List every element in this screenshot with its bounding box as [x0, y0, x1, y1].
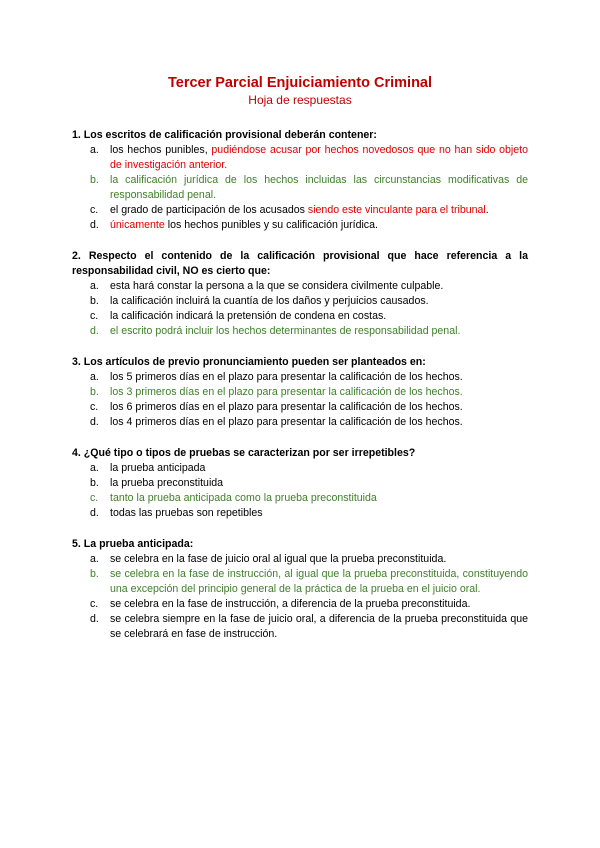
option-letter: d. — [90, 507, 99, 519]
option-letter: b. — [90, 174, 99, 186]
option-text: todas las pruebas son repetibles — [110, 507, 263, 519]
option-d — [72, 506, 528, 521]
option-text: el grado de participación de los acusados — [110, 204, 308, 216]
question-1 — [72, 128, 528, 233]
option-letter: d. — [90, 219, 99, 231]
option-c — [72, 309, 528, 324]
option-text: se celebra siempre en la fase de juicio oral, a diferencia de la prueba preconstituida que se celebrará en fase de instrucción. — [110, 613, 528, 640]
option-text-end: . — [485, 204, 489, 216]
option-text: los 3 primeros días en el plazo para presentar la calificación de los hechos. — [110, 386, 463, 398]
question-text: 1. Los escritos de calificación provisional deberán contener: — [72, 129, 377, 141]
question-2 — [72, 249, 528, 339]
option-letter: c. — [90, 492, 99, 504]
option-text: la calificación jurídica de los hechos incluidas las circunstancias modificativas de responsabilidad penal. — [110, 174, 528, 201]
option-a — [72, 143, 528, 173]
option-letter: b. — [90, 477, 99, 489]
option-b-correct — [72, 385, 528, 400]
option-text: se celebra en la fase de instrucción, a diferencia de la prueba preconstituida. — [110, 598, 471, 610]
option-text: la prueba preconstituida — [110, 477, 224, 489]
option-d-correct — [72, 324, 528, 339]
option-letter: c. — [90, 310, 99, 322]
option-text-highlight: únicamente — [110, 219, 165, 231]
option-c — [72, 203, 528, 218]
option-a — [72, 370, 528, 385]
option-text-highlight: pudiéndose acusar por hechos novedosos que no han sido objeto de investigación anterior. — [110, 144, 528, 171]
question-text: 2. Respecto el contenido de la calificación provisional que hace referencia a la responsabilidad civil, NO es cierto que: — [72, 250, 528, 277]
option-letter: b. — [90, 295, 99, 307]
option-b — [72, 476, 528, 491]
options-list — [72, 143, 528, 233]
option-letter: c. — [90, 598, 99, 610]
option-text: la prueba anticipada — [110, 462, 206, 474]
option-c-correct — [72, 491, 528, 506]
option-a — [72, 461, 528, 476]
option-b-correct — [72, 567, 528, 597]
option-letter: a. — [90, 462, 99, 474]
option-b-correct — [72, 173, 528, 203]
option-d — [72, 415, 528, 430]
option-letter: d. — [90, 325, 99, 337]
option-text: se celebra en la fase de instrucción, al igual que la prueba preconstituida, constituyendo una excepción del principio general de la práctica de la prueba en el juicio oral. — [110, 568, 528, 595]
option-letter: a. — [90, 553, 99, 565]
question-3 — [72, 355, 528, 430]
option-c — [72, 597, 528, 612]
option-c — [72, 400, 528, 415]
option-text: los 6 primeros días en el plazo para presentar la calificación de los hechos. — [110, 401, 463, 413]
question-text: 3. Los artículos de previo pronunciamiento pueden ser planteados en: — [72, 356, 426, 368]
option-text: el escrito podrá incluir los hechos determinantes de responsabilidad penal. — [110, 325, 461, 337]
options-list — [72, 279, 528, 339]
option-d — [72, 218, 528, 233]
option-letter: a. — [90, 371, 99, 383]
option-a — [72, 279, 528, 294]
option-text: se celebra en la fase de juicio oral al igual que la prueba preconstituida. — [110, 553, 447, 565]
option-text: los 4 primeros días en el plazo para presentar la calificación de los hechos. — [110, 416, 463, 428]
option-text: los hechos punibles y su calificación jurídica. — [164, 219, 378, 231]
option-d — [72, 612, 528, 642]
option-letter: b. — [90, 568, 99, 580]
option-a — [72, 552, 528, 567]
question-4 — [72, 446, 528, 521]
option-text: los 5 primeros días en el plazo para presentar la calificación de los hechos. — [110, 371, 463, 383]
option-text: la calificación indicará la pretensión de condena en costas. — [110, 310, 387, 322]
option-text: esta hará constar la persona a la que se considera civilmente culpable. — [110, 280, 444, 292]
options-list — [72, 370, 528, 430]
option-letter: c. — [90, 204, 99, 216]
document-title: Tercer Parcial Enjuiciamiento Criminal — [167, 75, 433, 91]
option-letter: d. — [90, 416, 99, 428]
options-list — [72, 552, 528, 642]
question-text: 4. ¿Qué tipo o tipos de pruebas se caracterizan por ser irrepetibles? — [72, 447, 416, 459]
option-text: tanto la prueba anticipada como la prueba preconstituida — [110, 492, 377, 504]
question-5 — [72, 537, 528, 642]
option-letter: d. — [90, 613, 99, 625]
document-subtitle: Hoja de respuestas — [248, 93, 352, 107]
question-text: 5. La prueba anticipada: — [72, 538, 194, 550]
option-letter: a. — [90, 144, 99, 156]
option-letter: a. — [90, 280, 99, 292]
option-text-highlight: siendo este vinculante para el tribunal — [307, 204, 486, 216]
option-text: la calificación incluirá la cuantía de los daños y perjuicios causados. — [110, 295, 429, 307]
option-text: los hechos punibles, — [110, 144, 212, 156]
option-letter: b. — [90, 386, 99, 398]
option-b — [72, 294, 528, 309]
option-letter: c. — [90, 401, 99, 413]
options-list — [72, 461, 528, 521]
